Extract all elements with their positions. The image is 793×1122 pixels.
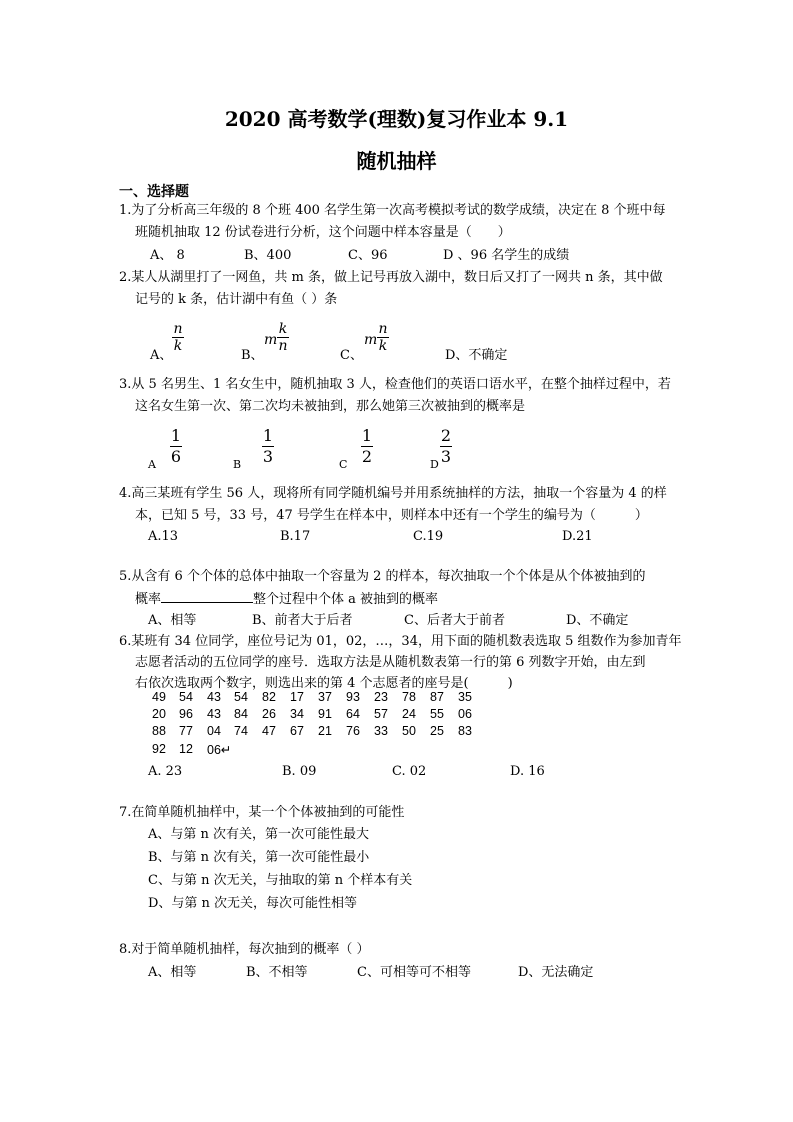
- q1-stem-line1: 1.为了分析高三年级的 8 个班 400 名学生第一次高考模拟考试的数学成绩，决定在 8 个班中每: [119, 203, 666, 218]
- q1-option-a: A、 8: [150, 248, 185, 263]
- q5-option-d: D、不确定: [566, 613, 629, 628]
- table-cell: 34: [290, 707, 304, 721]
- q7-stem-line1: 7.在简单随机抽样中，某一个个体被抽到的可能性: [119, 805, 405, 820]
- table-cell: 91: [318, 707, 332, 721]
- q7-option-a: A、与第 n 次有关，第一次可能性最大: [148, 827, 370, 842]
- q1-option-d: D 、96 名学生的成绩: [443, 248, 570, 263]
- q2-stem-line2: 记号的 k 条，估计湖中有鱼（ ）条: [135, 292, 338, 307]
- q6-stem-line2: 志愿者活动的五位同学的座号．选取方法是从随机数表第一行的第 6 列数字开始，由左到: [135, 655, 646, 670]
- fraction-denominator: k: [378, 338, 388, 354]
- table-cell: 54: [234, 690, 248, 704]
- q3-stem-line1: 3.从 5 名男生、1 名女生中，随机抽取 3 人，检查他们的英语口语水平，在整个抽样过程中，若: [119, 377, 671, 392]
- q5-stem-prefix: 概率: [135, 592, 162, 607]
- table-cell: 96: [179, 707, 193, 721]
- fraction-denominator: 6: [170, 447, 182, 466]
- table-cell: 23: [374, 690, 388, 704]
- q8-option-b: B、不相等: [246, 965, 308, 980]
- q2-option-c-fraction: [377, 322, 389, 353]
- table-cell: 87: [430, 690, 444, 704]
- fraction-denominator: 3: [262, 447, 274, 466]
- table-cell: 92: [152, 742, 166, 756]
- q3-option-c-label: C: [339, 458, 348, 471]
- q3-stem-line2: 这名女生第一次、第二次均未被抽到，那么她第三次被抽到的概率是: [135, 399, 526, 414]
- q2-option-b-label: B、: [241, 348, 264, 363]
- table-cell: 88: [152, 724, 166, 738]
- table-cell: 54: [179, 690, 193, 704]
- table-cell: 25: [430, 724, 444, 738]
- q6-stem-line1: 6.某班有 34 位同学，座位号记为 01，02，…，34，用下面的随机数表选取 5 组数作为参加青年: [119, 634, 682, 649]
- q6-option-c: C. 02: [392, 764, 427, 779]
- page-title: 2020 高考数学(理数)复习作业本 9.1: [224, 107, 569, 131]
- q3-option-b-fraction: [262, 428, 274, 465]
- q3-option-a-fraction: [170, 428, 182, 465]
- table-cell: 77: [179, 724, 193, 738]
- q5-stem-line1: 5.从含有 6 个个体的总体中抽取一个容量为 2 的样本，每次抽取一个个体是从个体被抽到的: [119, 569, 646, 584]
- table-cell: 93: [346, 690, 360, 704]
- q4-option-a: A.13: [148, 529, 179, 544]
- q1-option-b: B、400: [244, 248, 292, 263]
- q3-option-d-fraction: [440, 428, 452, 465]
- table-cell: 49: [152, 690, 166, 704]
- answer-blank: [161, 590, 253, 603]
- q5-stem-line2: [135, 590, 438, 608]
- q2-option-b-prefix: m: [264, 332, 278, 348]
- table-cell: 24: [402, 707, 416, 721]
- table-cell: 82: [262, 690, 276, 704]
- table-cell: 26: [262, 707, 276, 721]
- q6-stem-line3: 右依次选取两个数字，则选出来的第 4 个志愿者的座号是( ): [135, 676, 513, 691]
- q3-option-d-label: D: [430, 458, 439, 471]
- q4-option-c: C.19: [413, 529, 444, 544]
- q4-option-b: B.17: [280, 529, 311, 544]
- table-cell: 33: [374, 724, 388, 738]
- table-cell: 67: [290, 724, 304, 738]
- q6-option-a: A. 23: [148, 764, 183, 779]
- q7-option-b: B、与第 n 次有关，第一次可能性最小: [148, 850, 370, 865]
- q5-option-c: C、后者大于前者: [404, 613, 505, 628]
- q7-option-c: C、与第 n 次无关，与抽取的第 n 个样本有关: [148, 873, 413, 888]
- q1-stem-line2: 班随机抽取 12 份试卷进行分析，这个问题中样本容量是（ ）: [135, 225, 511, 240]
- table-cell: 17: [290, 690, 304, 704]
- q4-stem-line1: 4.高三某班有学生 56 人，现将所有同学随机编号并用系统抽样的方法，抽取一个容量为 4 的样: [119, 486, 667, 501]
- q3-option-c-fraction: [361, 428, 373, 465]
- table-cell: 06: [458, 707, 472, 721]
- fraction-numerator: n: [378, 321, 388, 337]
- q6-option-d: D. 16: [510, 764, 545, 779]
- table-cell: 55: [430, 707, 444, 721]
- fraction-numerator: 1: [361, 426, 373, 445]
- table-cell: 83: [458, 724, 472, 738]
- table-cell: 50: [402, 724, 416, 738]
- table-cell: 21: [318, 724, 332, 738]
- section-title: 一、选择题: [119, 184, 189, 200]
- table-cell: 35: [458, 690, 472, 704]
- table-cell: 78: [402, 690, 416, 704]
- fraction-numerator: n: [173, 321, 183, 337]
- q8-stem-line1: 8.对于简单随机抽样，每次抽到的概率（ ）: [119, 942, 370, 957]
- table-cell: 43: [207, 707, 221, 721]
- fraction-denominator: 2: [361, 447, 373, 466]
- table-cell: 37: [318, 690, 332, 704]
- table-cell: 04: [207, 724, 221, 738]
- table-cell: 06↵: [207, 743, 232, 757]
- q1-option-c: C、96: [348, 248, 388, 263]
- q8-option-d: D、无法确定: [518, 965, 594, 980]
- fraction-numerator: 1: [170, 426, 182, 445]
- q4-option-d: D.21: [562, 529, 593, 544]
- q2-option-b-fraction: [277, 322, 289, 353]
- table-cell: 84: [234, 707, 248, 721]
- fraction-numerator: 1: [262, 426, 274, 445]
- q2-option-a-label: A、: [150, 348, 173, 363]
- q2-option-d: D、不确定: [445, 348, 508, 363]
- table-cell: 76: [346, 724, 360, 738]
- table-cell: 64: [346, 707, 360, 721]
- q5-stem-suffix: 整个过程中个体 a 被抽到的概率: [253, 592, 439, 607]
- table-cell: 12: [179, 742, 193, 756]
- q2-stem-line1: 2.某人从湖里打了一网鱼，共 m 条，做上记号再放入湖中，数日后又打了一网共 n 条，其中做: [119, 270, 663, 285]
- table-cell: 47: [262, 724, 276, 738]
- table-cell: 43: [207, 690, 221, 704]
- table-cell: 20: [152, 707, 166, 721]
- fraction-denominator: 3: [440, 447, 452, 466]
- q4-stem-line2: 本，已知 5 号，33 号，47 号学生在样本中，则样本中还有一个学生的编号为（ ）: [135, 508, 648, 523]
- q8-option-a: A、相等: [148, 965, 197, 980]
- table-cell: 57: [374, 707, 388, 721]
- fraction-numerator: k: [278, 321, 288, 337]
- q5-option-b: B、前者大于后者: [252, 613, 353, 628]
- q2-option-c-label: C、: [340, 348, 363, 363]
- q6-option-b: B. 09: [282, 764, 317, 779]
- q3-option-b-label: B: [233, 458, 242, 471]
- fraction-numerator: 2: [440, 426, 452, 445]
- q7-option-d: D、与第 n 次无关，每次可能性相等: [148, 896, 358, 911]
- q3-option-a-label: A: [148, 458, 156, 471]
- q8-option-c: C、可相等可不相等: [357, 965, 471, 980]
- page-subtitle: 随机抽样: [356, 149, 437, 173]
- q5-option-a: A、相等: [148, 613, 197, 628]
- table-cell: 74: [234, 724, 248, 738]
- q2-option-c-prefix: m: [364, 332, 378, 348]
- q2-option-a-fraction: [172, 322, 184, 353]
- fraction-denominator: n: [278, 338, 288, 354]
- fraction-denominator: k: [173, 338, 183, 354]
